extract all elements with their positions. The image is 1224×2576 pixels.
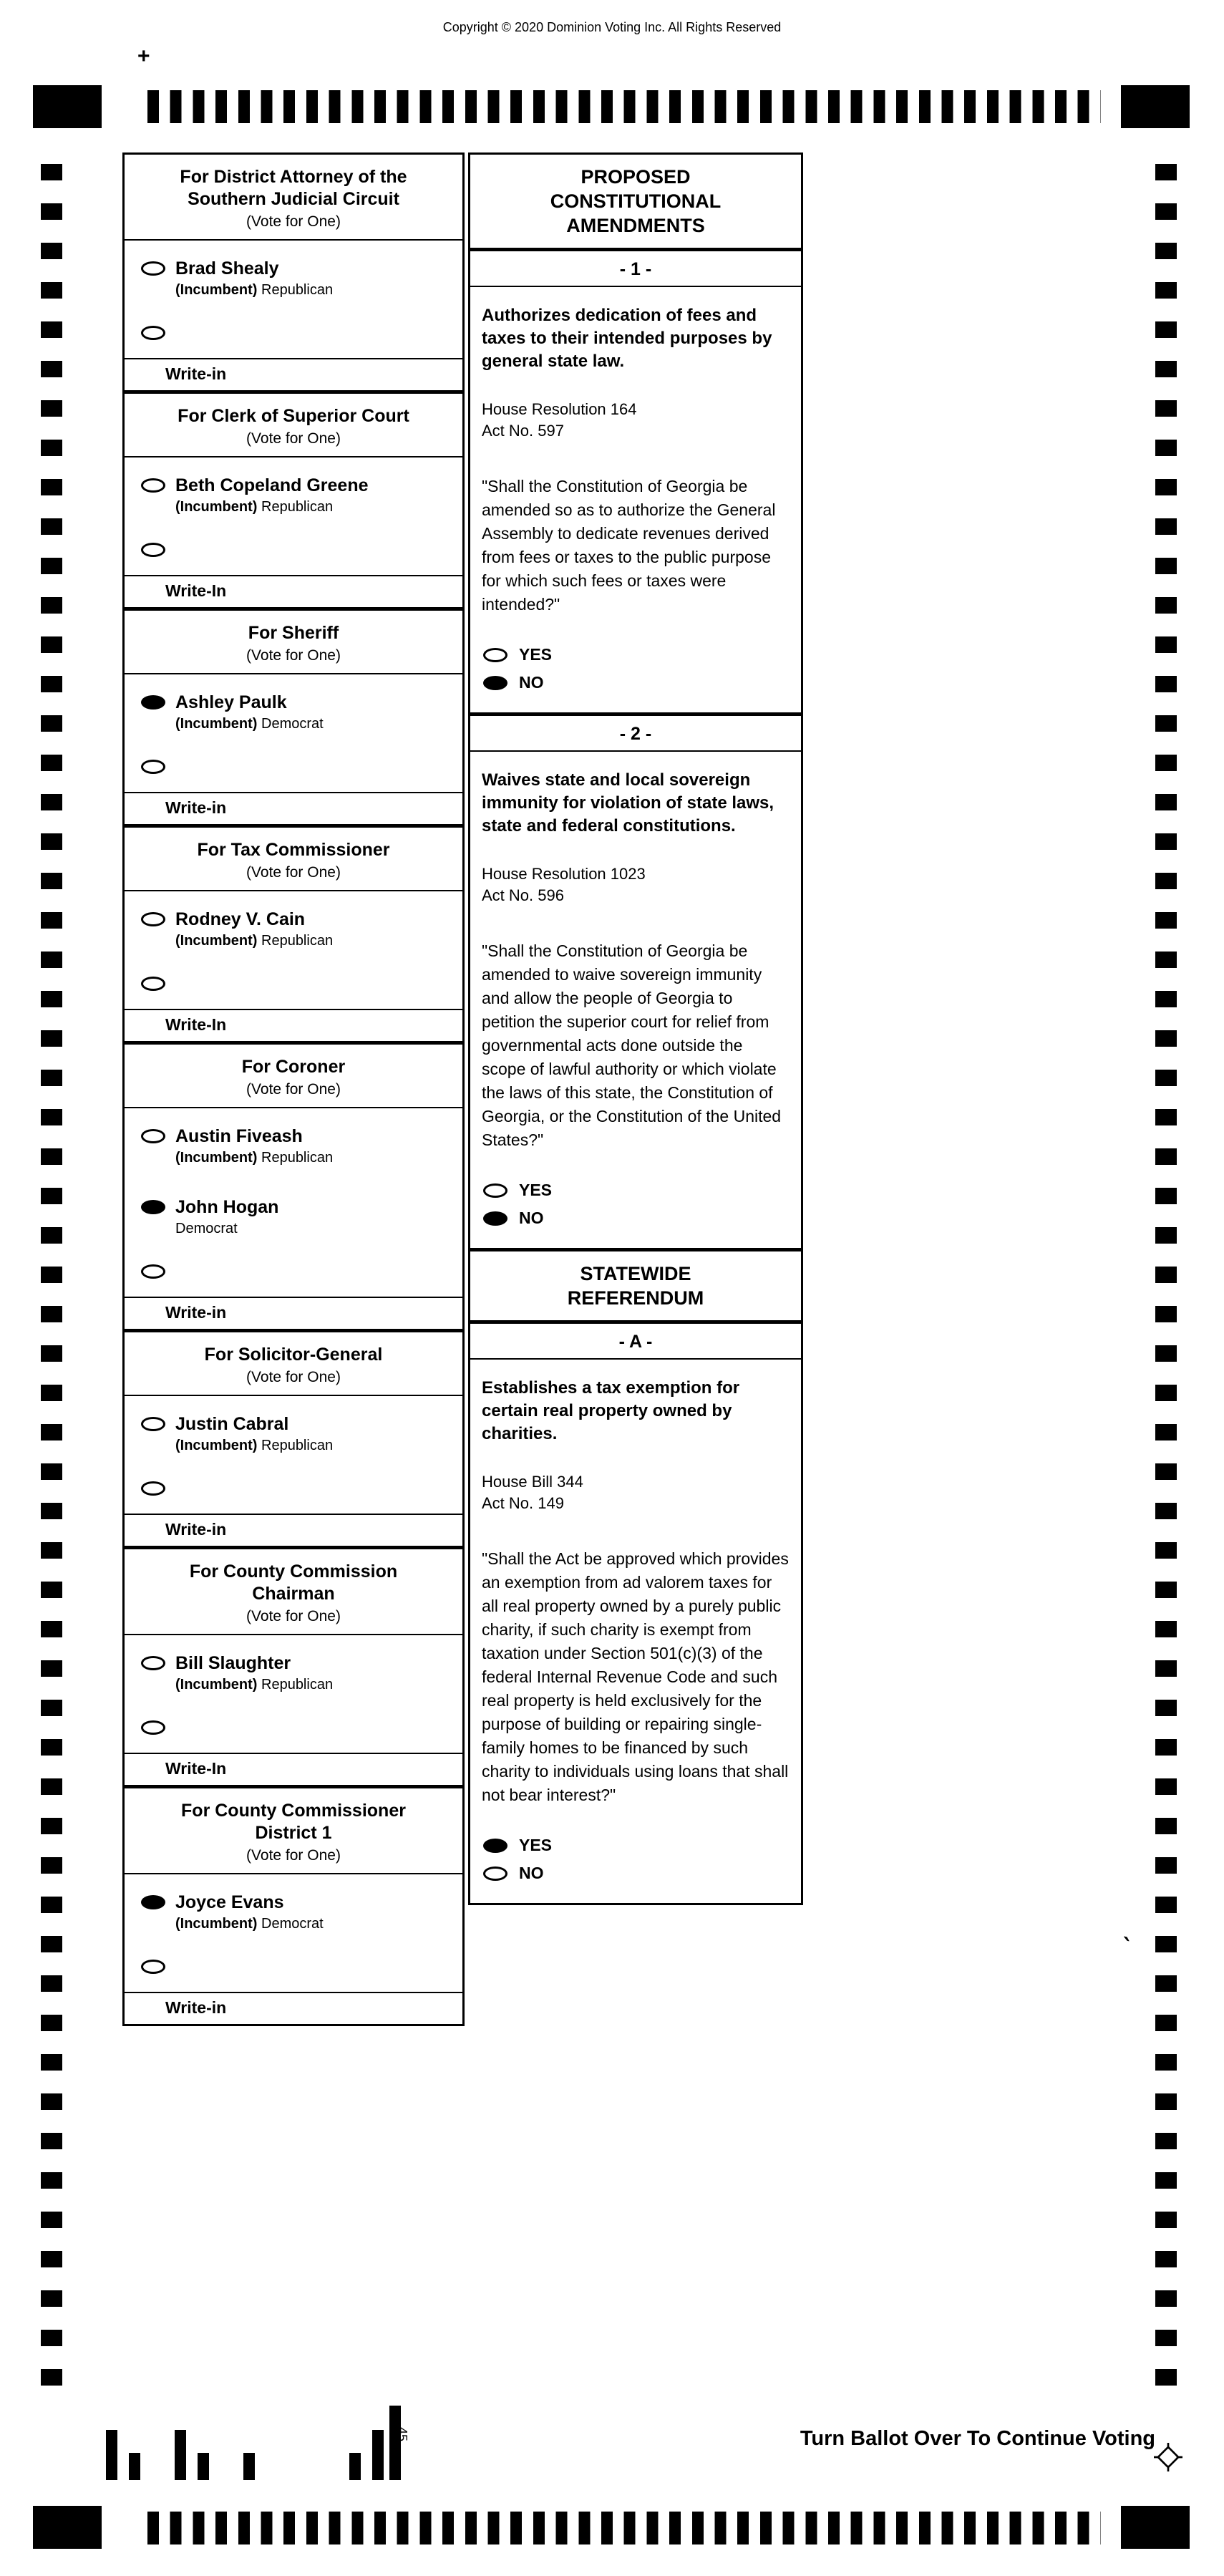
vote-oval[interactable] bbox=[483, 676, 507, 690]
measure-question: "Shall the Constitution of Georgia be amended to waive sovereign immunity and allow the people of Georgia to petition the superior court for relief from governmental acts done outside the scope of lawful authority or which violate the laws of this state, the Constitution of Georgia, or the Constitution of the United States?" bbox=[482, 941, 782, 1149]
candidate-row bbox=[125, 891, 462, 962]
write-in-label: Write-in bbox=[125, 358, 462, 390]
contest-header bbox=[125, 1549, 462, 1635]
write-in-label: Write-in bbox=[125, 1297, 462, 1329]
candidate-row bbox=[125, 241, 462, 311]
vote-oval[interactable] bbox=[141, 1129, 165, 1143]
write-in-oval[interactable] bbox=[141, 977, 165, 991]
candidate-row bbox=[125, 674, 462, 745]
option-yes: YES bbox=[482, 1176, 790, 1204]
candidate-row bbox=[125, 1635, 462, 1706]
write-in-option-row bbox=[125, 745, 462, 792]
contest-title: For Tax Commissioner bbox=[197, 840, 390, 860]
contest-solicitor-general bbox=[125, 1329, 462, 1546]
statewide-referendum-header: STATEWIDE REFERENDUM bbox=[470, 1248, 801, 1320]
write-in-oval[interactable] bbox=[141, 760, 165, 774]
timing-marks-top bbox=[147, 90, 1101, 123]
write-in-option-row bbox=[125, 528, 462, 575]
candidate-name: Austin Fiveash bbox=[175, 1126, 303, 1146]
candidate-party: (Incumbent) Democrat bbox=[175, 1916, 324, 1932]
write-in-oval[interactable] bbox=[141, 1481, 165, 1496]
contest-title: For Coroner bbox=[241, 1057, 346, 1077]
vote-oval[interactable] bbox=[141, 1417, 165, 1431]
vote-for-instruction: (Vote for One) bbox=[246, 1608, 341, 1624]
candidate-name: Beth Copeland Greene bbox=[175, 475, 369, 495]
corner-block-bottom-right bbox=[1121, 2506, 1190, 2549]
turn-ballot-over-text: Turn Ballot Over To Continue Voting bbox=[800, 2427, 1155, 2450]
timing-marks-right bbox=[1155, 164, 1177, 2387]
write-in-label: Write-In bbox=[125, 1009, 462, 1041]
contest-header bbox=[125, 1045, 462, 1108]
copyright-text: Copyright © 2020 Dominion Voting Inc. All Rights Reserved bbox=[442, 20, 782, 34]
candidate-party: (Incumbent) Republican bbox=[175, 499, 334, 515]
vote-for-instruction: (Vote for One) bbox=[246, 1081, 341, 1098]
registration-diamond-icon bbox=[1154, 2443, 1182, 2471]
timing-marks-bottom bbox=[147, 2512, 1101, 2544]
measure-summary: Authorizes dedication of fees and taxes to their intended purposes by general state law. bbox=[482, 306, 772, 371]
vote-for-instruction: (Vote for One) bbox=[246, 864, 341, 881]
contest-header bbox=[125, 1332, 462, 1396]
measure-options bbox=[482, 1176, 790, 1232]
measure-amendment-2 bbox=[470, 712, 801, 1248]
measure-referendum-a bbox=[470, 1320, 801, 1903]
write-in-option-row bbox=[125, 1250, 462, 1297]
write-in-label: Write-In bbox=[125, 1753, 462, 1785]
candidate-name: Bill Slaughter bbox=[175, 1653, 291, 1673]
measure-question: "Shall the Constitution of Georgia be amended so as to authorize the General Assembly to dedicate revenues derived from fees or taxes to the public purpose for which such fees or taxes were intended?" bbox=[482, 477, 776, 614]
write-in-oval[interactable] bbox=[141, 1264, 165, 1279]
vote-oval[interactable] bbox=[141, 1656, 165, 1670]
vote-oval[interactable] bbox=[141, 1200, 165, 1214]
contest-county-commissioner-district-1 bbox=[125, 1785, 462, 2024]
measure-number: - 2 - bbox=[470, 716, 801, 752]
contest-county-commission-chairman bbox=[125, 1546, 462, 1785]
write-in-option-row bbox=[125, 311, 462, 358]
option-no: NO bbox=[482, 669, 790, 697]
candidate-row bbox=[125, 1396, 462, 1467]
vote-for-instruction: (Vote for One) bbox=[246, 213, 341, 230]
contest-header bbox=[125, 394, 462, 457]
contest-header bbox=[125, 611, 462, 674]
contest-district-attorney bbox=[125, 155, 462, 390]
measure-reference: House Resolution 164 Act No. 597 bbox=[482, 400, 637, 440]
contest-sheriff bbox=[125, 607, 462, 824]
measures-column bbox=[468, 152, 803, 1905]
candidate-party: (Incumbent) Republican bbox=[175, 1677, 334, 1693]
option-no: NO bbox=[482, 1859, 790, 1887]
contest-title: For Solicitor-General bbox=[204, 1345, 383, 1365]
measure-number: - 1 - bbox=[470, 251, 801, 287]
contest-title: For County Commission Chairman bbox=[189, 1561, 398, 1604]
candidate-party: (Incumbent) Republican bbox=[175, 282, 334, 298]
vote-for-instruction: (Vote for One) bbox=[246, 430, 341, 447]
vote-oval[interactable] bbox=[141, 695, 165, 710]
candidate-name: John Hogan bbox=[175, 1197, 279, 1217]
candidate-row bbox=[125, 1874, 462, 1945]
contest-title: For County Commissioner District 1 bbox=[181, 1801, 406, 1843]
vote-oval[interactable] bbox=[141, 1895, 165, 1909]
candidate-row bbox=[125, 1108, 462, 1179]
measure-reference: House Bill 344 Act No. 149 bbox=[482, 1473, 583, 1512]
measure-summary: Establishes a tax exemption for certain real property owned by charities. bbox=[482, 1378, 740, 1443]
measure-options bbox=[482, 1831, 790, 1887]
measure-number: - A - bbox=[470, 1324, 801, 1360]
vote-oval[interactable] bbox=[141, 261, 165, 276]
write-in-oval[interactable] bbox=[141, 1720, 165, 1735]
write-in-label: Write-in bbox=[125, 1514, 462, 1546]
candidate-name: Ashley Paulk bbox=[175, 692, 287, 712]
corner-block-top-right bbox=[1121, 85, 1190, 128]
write-in-option-row bbox=[125, 1467, 462, 1514]
vote-for-instruction: (Vote for One) bbox=[246, 1847, 341, 1864]
contest-title: For District Attorney of the Southern Judicial Circuit bbox=[180, 167, 407, 209]
candidate-name: Rodney V. Cain bbox=[175, 909, 306, 929]
vote-oval[interactable] bbox=[483, 1866, 507, 1881]
contests-column bbox=[122, 152, 465, 2026]
contest-title: For Sheriff bbox=[248, 623, 339, 643]
ballot-stub-barcode bbox=[100, 2406, 458, 2480]
candidate-name: Joyce Evans bbox=[175, 1892, 284, 1912]
write-in-label: Write-in bbox=[125, 792, 462, 824]
candidate-name: Justin Cabral bbox=[175, 1414, 289, 1434]
timing-marks-left bbox=[41, 164, 62, 2387]
candidate-party: (Incumbent) Republican bbox=[175, 933, 334, 949]
vote-oval[interactable] bbox=[483, 648, 507, 662]
contest-title: For Clerk of Superior Court bbox=[178, 406, 409, 426]
vote-oval[interactable] bbox=[483, 1211, 507, 1226]
write-in-option-row bbox=[125, 962, 462, 1009]
measure-options bbox=[482, 641, 790, 697]
write-in-oval[interactable] bbox=[141, 326, 165, 340]
contest-header bbox=[125, 155, 462, 241]
candidate-row bbox=[125, 1179, 462, 1250]
contest-coroner bbox=[125, 1041, 462, 1329]
option-yes: YES bbox=[482, 1831, 790, 1859]
contest-clerk-superior-court bbox=[125, 390, 462, 607]
vote-oval[interactable] bbox=[141, 912, 165, 926]
vote-oval[interactable] bbox=[483, 1839, 507, 1853]
stray-pen-mark: ` bbox=[1118, 1932, 1132, 1961]
vote-oval[interactable] bbox=[483, 1183, 507, 1198]
corner-block-bottom-left bbox=[33, 2506, 102, 2549]
write-in-label: Write-in bbox=[125, 1992, 462, 2024]
vote-for-instruction: (Vote for One) bbox=[246, 1369, 341, 1385]
write-in-option-row bbox=[125, 1706, 462, 1753]
option-yes: YES bbox=[482, 641, 790, 669]
plus-registration-mark: + bbox=[137, 44, 150, 68]
candidate-party: Democrat bbox=[175, 1221, 238, 1236]
measure-reference: House Resolution 1023 Act No. 596 bbox=[482, 865, 646, 904]
write-in-option-row bbox=[125, 1945, 462, 1992]
measure-question: "Shall the Act be approved which provides an exemption from ad valorem taxes for all real property owned by a purely public charity, if such charity is exempt from taxation under Section 501(c)(3) of the federal Internal Revenue Code and such real property is held exclusively for the purpose of building or repairing single-family homes to be financed by such charity to individuals using loans that shall not bear interest?" bbox=[482, 1549, 789, 1804]
candidate-party: (Incumbent) Republican bbox=[175, 1150, 334, 1166]
candidate-party: (Incumbent) Republican bbox=[175, 1438, 334, 1453]
write-in-oval[interactable] bbox=[141, 1960, 165, 1974]
measure-amendment-1 bbox=[470, 248, 801, 712]
write-in-oval[interactable] bbox=[141, 543, 165, 557]
stub-number: 45 bbox=[395, 2427, 409, 2442]
corner-block-top-left bbox=[33, 85, 102, 128]
candidate-name: Brad Shealy bbox=[175, 258, 279, 279]
contest-tax-commissioner bbox=[125, 824, 462, 1041]
vote-oval[interactable] bbox=[141, 478, 165, 493]
write-in-label: Write-In bbox=[125, 575, 462, 607]
amendments-header: PROPOSED CONSTITUTIONAL AMENDMENTS bbox=[550, 166, 722, 236]
contest-header bbox=[125, 1788, 462, 1874]
contest-header bbox=[125, 828, 462, 891]
candidate-row bbox=[125, 457, 462, 528]
measure-summary: Waives state and local sovereign immunity for violation of state laws, state and federal constitutions. bbox=[482, 770, 774, 836]
candidate-party: (Incumbent) Democrat bbox=[175, 716, 324, 732]
option-no: NO bbox=[482, 1204, 790, 1232]
vote-for-instruction: (Vote for One) bbox=[246, 647, 341, 664]
